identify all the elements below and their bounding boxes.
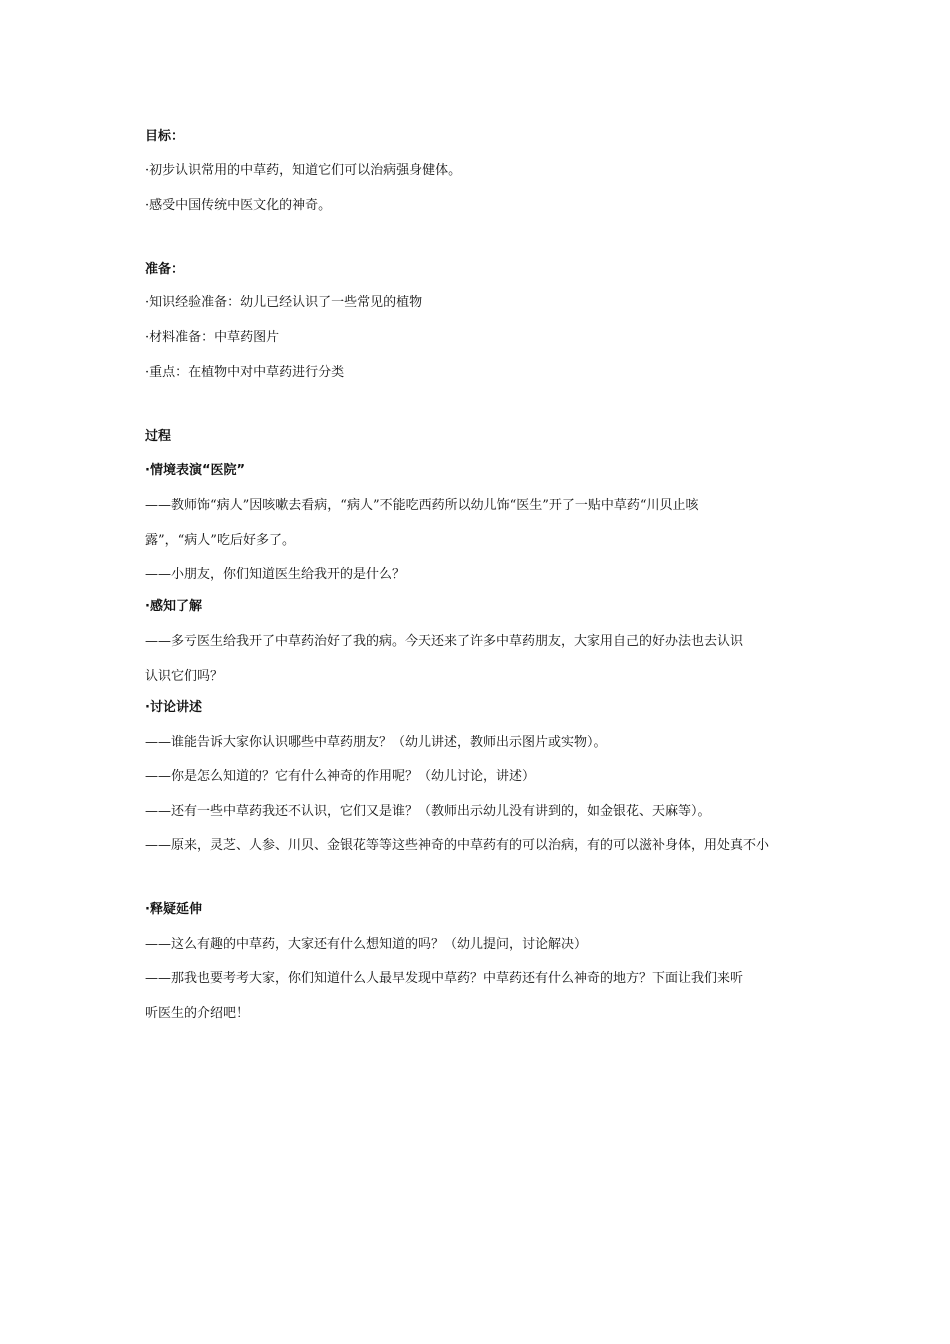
scene-play-line-1a: ——教师饰“病人”因咳嗽去看病，“病人”不能吃西药所以幼儿饰“医生”开了一贴中草药“川贝止咳 xyxy=(145,498,699,513)
perception-line-1b: 认识它们吗？ xyxy=(145,669,224,684)
perception-line-1a: ——多亏医生给我开了中草药治好了我的病。今天还来了许多中草药朋友，大家用自己的好办法也去认识 xyxy=(145,634,744,649)
extension-line-2b: 听医生的介绍吧！ xyxy=(145,1006,250,1021)
section-title-scene-play: ·情境表演“医院” xyxy=(145,463,246,478)
section-title-perception: ·感知了解 xyxy=(145,599,202,614)
discussion-line-2: ——你是怎么知道的？它有什么神奇的作用呢？（幼儿讨论，讲述） xyxy=(145,769,536,784)
preparation-item-2: ·材料准备：中草药图片 xyxy=(145,330,280,345)
preparation-heading: 准备： xyxy=(145,262,185,277)
discussion-line-1: ——谁能告诉大家你认识哪些中草药朋友？（幼儿讲述，教师出示图片或实物）。 xyxy=(145,735,607,750)
goals-heading: 目标： xyxy=(145,129,185,144)
preparation-item-1: ·知识经验准备：幼儿已经认识了一些常见的植物 xyxy=(145,295,423,310)
goal-item-1: ·初步认识常用的中草药，知道它们可以治病强身健体。 xyxy=(145,163,462,178)
extension-line-2a: ——那我也要考考大家，你们知道什么人最早发现中草药？中草药还有什么神奇的地方？下面让我们来听 xyxy=(145,971,744,986)
scene-play-line-1b: 露”，“病人”吃后好多了。 xyxy=(145,533,295,548)
process-heading: 过程 xyxy=(145,429,172,444)
section-title-extension: ·释疑延伸 xyxy=(145,902,202,917)
discussion-line-3: ——还有一些中草药我还不认识，它们又是谁？（教师出示幼儿没有讲到的，如金银花、天麻等）。 xyxy=(145,804,711,819)
scene-play-line-2: ——小朋友，你们知道医生给我开的是什么？ xyxy=(145,567,406,582)
extension-line-1: ——这么有趣的中草药，大家还有什么想知道的吗？（幼儿提问，讨论解决） xyxy=(145,937,588,952)
discussion-line-4: ——原来，灵芝、人参、川贝、金银花等等这些神奇的中草药有的可以治病，有的可以滋补身体，用处真不小 xyxy=(145,838,770,853)
goal-item-2: ·感受中国传统中医文化的神奇。 xyxy=(145,198,332,213)
preparation-item-3: ·重点：在植物中对中草药进行分类 xyxy=(145,365,345,380)
section-title-discussion: ·讨论讲述 xyxy=(145,700,202,715)
